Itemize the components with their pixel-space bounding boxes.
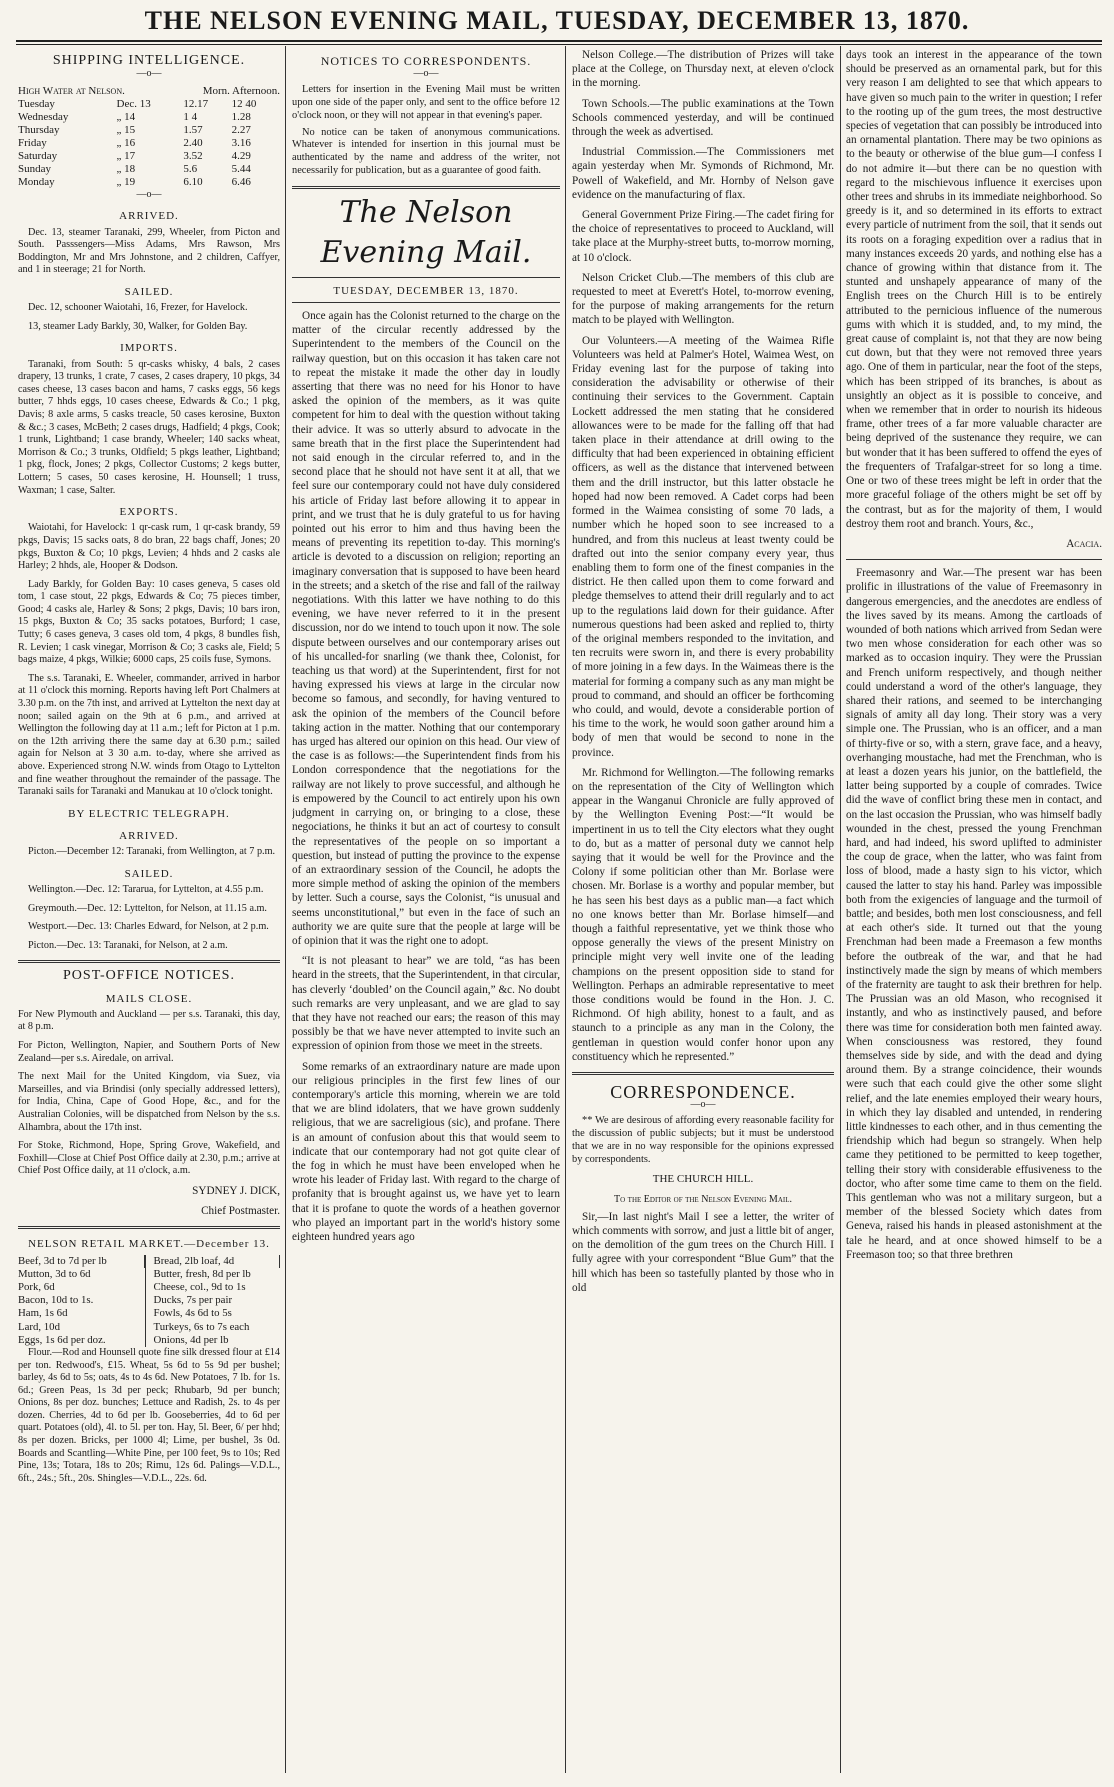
mail-notice: The next Mail for the United Kingdom, via Suez, via Marseilles, and via Brindisi (only specially addressed letters), for India, China, Cape of Good Hope, &c., and for the Australian Colonies, will be dispatched from Nelson by the s.s. Alhambra, about the 17th inst. — [18, 1071, 280, 1133]
list-item: Beef, 3d to 7d per lb — [18, 1255, 145, 1268]
section-rule — [18, 1226, 280, 1229]
table-row — [18, 150, 280, 163]
letter-body: days took an interest in the appearance of the town should be preserved as an ornamental park, but for this very reason I am delighted to see that which appears to have given so much pain to the writer in question; I refer to the rooting up of the gum trees, the most destructive species of vegetation that can possibly be introduced into an ornamental plantation. There may be two opinions as to the beauty or otherwise of the blue gum—I confess I do not admire it—but there can be no question with regard to the mischievous influence it exercises upon other trees and shrubs in its immediate neighborhood. So greedy is it, and so determined in its efforts to extract every particle of nutriment from the soil, that it sends out its roots on a foraging expedition over a radius that in many instances exceeds 20 yards, and nothing else has a chance of growing within that distance from it. The stunted and unshapely appearance of many of the English trees on the Church Hill is to be entirely attributed to the pernicious influence of the numerous gums with which it is studded, and, to my mind, the great cause of complaint is, not that they are now being cut down, but that they were not removed three years ago. One of them in particular, near the foot of the steps, which has been stripped of its branches, is about as unsightly an object as it is possible to conceive, and when we remember that in order to nourish its hideous frame, other trees of a far more valuable character are being deprived of the sustenance they require, we can but wonder that it has been suffered to offend the eyes of the frequenters of Trafalgar-street for so long a time. One or two of these trees might be left in order that the more graceful foliage of the others might be set off by the contrast, but as for the majority of them, I would destroy them root and branch. Yours, &c., — [846, 49, 1102, 530]
subhead-sailed: SAILED. — [124, 285, 174, 298]
subhead-exports: EXPORTS. — [119, 506, 179, 519]
tide-morn: 1 4 — [183, 111, 198, 124]
sailed-text: Dec. 12, schooner Waiotahi, 16, Frezer, for Havelock. — [28, 302, 248, 314]
tide-morn: 2.40 — [183, 137, 203, 150]
tide-morn: 1.57 — [183, 124, 203, 137]
postmaster-title: Chief Postmaster. — [201, 1205, 280, 1218]
correspondents-notice: Letters for insertion in the Evening Mail must be written upon one side of the paper only, and sent to the office before 12 o'clock noon, or they will not appear in that evening's paper. — [292, 84, 560, 121]
tide-day: Wednesday — [18, 111, 69, 124]
table-row — [18, 163, 280, 176]
market-col-right — [154, 1255, 281, 1347]
column-2 — [292, 48, 560, 1773]
tide-date: „ 17 — [116, 150, 136, 163]
tide-day: Tuesday — [18, 98, 55, 111]
column-rule — [285, 46, 286, 1773]
masthead-rule — [16, 40, 1102, 42]
tide-day: Saturday — [18, 150, 58, 163]
tide-date: Dec. 13 — [116, 98, 151, 111]
tide-aft: 5.44 — [231, 163, 251, 176]
telegraph-sailed: Wellington.—Dec. 12: Tararua, for Lyttelton, at 4.55 p.m. — [28, 883, 264, 895]
subhead-arrived: ARRIVED. — [119, 829, 179, 842]
table-row — [18, 111, 280, 124]
editorial-paragraph: Once again has the Colonist returned to the charge on the matter of the circular recently addressed by the Superintendent to the members of the Council on the railway question, but on this occasion it has taken care not to repeat the mistake it made the other day in loudly asserting that there was no need for his Honor to have asked the opinion of the members, as it was quite competent for him to deal with the question without taking their advice. It was so utterly absurd to advocate in the same breath that in the first place the Superintendent had not said enough in the circular referred to, and in the second place that he should not have sent it at all, that we feel sure our contemporary could not have duly considered his article of Friday last before allowing it to appear in print, and we trust that he is duly grateful to us for having pointed out his error to him and thus having been the means of preventing its repetition to-day. This morning's article is devoted to a discussion on religion; reporting an imaginary conversation that is supposed to have been heard in the streets; and a sketch of the rise and fall of the railway negotiations. With this latter we have nothing to do this evening, we have never referred to it in the present discussion, nor do we intend to touch upon it now. The sole dispute between ourselves and our contemporary arises out of his uncalled-for snarling (we thank thee, Colonist, for teaching us that word) at the Superintendent, first for not having expressed his views at large in the circular now become so famous, and secondly, for having ventured to ask the opinion of the members of the Council before taking action in the matter. Nothing that our contemporary has urged has altered our opinion on this head. Our view of the case is as follows:—the Superintendent finds from his London correspondence that the negotiations for the railway are not likely to prove successful, and although he is empowered by the Council to act entirely upon his own judgment in carrying on, or bringing to a close, these negociations, he thinks it but an act of courtesy to consult the representatives of the people on so important a question, but instead of putting the province to the expense of an extraordinary session of the Council, he adopts the more simple method of asking the opinion of the members by letter. Such a course, says the Colonist, “is unusual and seems unconstitutional,” but even in the face of such an authority we are quite sure that the people at large will be of opinion that it was the right one to adopt. — [292, 309, 560, 947]
divider: —o— — [413, 68, 439, 80]
editorial-dateline: TUESDAY, DECEMBER 13, 1870. — [292, 284, 560, 303]
section-title-telegraph: BY ELECTRIC TELEGRAPH. — [68, 807, 230, 820]
letter-body: Sir,—In last night's Mail I see a letter, the writer of which comments with sorrow, and just a little bit of anger, on the demolition of the gum trees on the Church Hill. I fully agree with your correspondent “Blue Gum” that the hill which has been so tastefully planted by those who in old — [572, 1210, 834, 1294]
tide-day: Thursday — [18, 124, 60, 137]
freemasonry-article: Freemasonry and War.—The present war has been prolific in illustrations of the value of Freemasonry in dangerous emergencies, and the anecdotes are endless of the lives saved by its means. Among the cartloads of wounded of both nations which arrived from Sedan were two men whose consideration for each other was so marked as to occasion inquiry. They were the Prussian and French uniform respectively, and though neither could understand a word of the other's language, they shared their rations, and seemed to be interchanging signals of amity all day long. Their story was a very simple one. The Prussian, who is an officer, and a man of thirty-five or so, with a stern, grave face, and a heavy, overhanging moustache, had met the Frenchman, who is at least a dozen years his junior, on the battlefield, the latter being supported by a couple of comrades. Twice did the wave of conflict bring these men in contact, and on the last occasion the Prussian, who was himself badly wounded in the chest, pressed the young Frenchman hard, and had indeed, his sword uplifted to administer the coup de grace, when the latter, who was faint from loss of blood, made a hasty sign to his victor, which caused the latter to stay his hand. Parley was impossible both from the exigencies of language and the turmoil of battle; and besides, both men lost consciousness, and fell at each other's side. It turned out that the young Frenchman had been made a Freemason a few months before the outbreak of the war, and that he had instinctively made the sign by means of which members of the fraternity are taught to ask their brethren for help. The Prussian was an old Mason, who recognised it instantly, and who as instinctively paused, and before there was time for consideration both men fainted away. When consciousness was restored, they found themselves side by side, and with the dead and dying around them. By a strange coincidence, their wounds were such that each could give the other some slight relief, and the late enemies employed their weary hours, in which they lay disabled and untended, in rendering little kindnesses to each other, and in thus cementing the friendship which had begun so strangely. When help came they petitioned to be permitted to keep together, telling their story with considerable effusiveness to the doctor, who after some time came to them on the field. This gentleman who was not a military surgeon, but a member of the blessed Society which dates from Geneva, raised his hands in pleased astonishment at the tale he heard, and at once showed himself to be a Freemason too; so that three brethren — [846, 567, 1102, 1261]
column-3 — [572, 48, 834, 1773]
telegraph-sailed: Westport.—Dec. 13: Charles Edward, for Nelson, at 2 p.m. — [28, 921, 269, 933]
local-news-item: Our Volunteers.—A meeting of the Waimea Rifle Volunteers was held at Palmer's Hotel, Waimea West, on Friday evening last for the purpose of taking into consideration the advisability or otherwise of their continuing their services to the Government. Captain Lockett addressed the men stating that he considered allowances were to be made for the falling off that had taken place in their attendance at drill owing to the difficulty that had been experienced in obtaining efficient officers, as well as the distance that intervened between them and the drill instructor, but this latter obstacle he hoped had now been removed. A Cadet corps had been formed in the Waimea consisting of some 70 lads, a number which he hoped soon to see increased to a hundred, and from this nucleus at least twenty could be drafted out into the senior company every year, thus enabling them to form one of the finest companies in the district. He then called upon them to come forward and pledge themselves to attend their drill regularly and to act up to the regulations laid down for their guidance. After numerous questions had been asked and replied to, thirty of the original members responded to the invitation, and ten recruits were sworn in, and there is every probability of more joining in a few days. In the Waimeas there is the material for forming a company such as any man might be proud to command, and should an officer be forthcoming who could, and would, devote a considerable portion of his time to the work, he would soon gather around him a body of men that would be second to none in the province. — [572, 334, 834, 759]
mail-notice: For Stoke, Richmond, Hope, Spring Grove, Wakefield, and Foxhill—Close at Chief Post Office daily at 2.30, p.m.; arrive at Chief Post Office daily, at 11 o'clock, a.m. — [18, 1140, 280, 1177]
local-news-item: General Government Prize Firing.—The cadet firing for the choice of representatives to proceed to Auckland, will take place at the Murphy-street butts, to-morrow morning, at 10 o'clock. — [572, 209, 834, 264]
tide-date: „ 19 — [116, 176, 136, 189]
imports-text: Taranaki, from South: 5 qr-casks whisky, 4 bals, 2 cases drapery, 13 trunks, 1 crate, 7 cases, 2 cases drapery, 10 pkgs, 34 cases cheese, 13 cases bacon and hams, 7 casks eggs, 56 kegs butter, 7 hhds eggs, 10 cases cheese, Edwards & Co.; 1 pkg, Davis; 8 axle arms, 5 casks treacle, 50 cases kerosine, Buxton & &c.; 3 cases, McBeth; 2 cases drugs, Hadfield; 4 pkgs, Cook; 1 trunk, Lightband; 1 case brandy, Wheeler; 140 sacks wheat, Morrison & Co.; 3 trunks, Oldfield; 5 pkgs leather, Lightband; 1 pkg, flock, Jones; 2 pkgs, Collector Customs; 2 kegs butter, Lottern; 5 cases, 50 cases kerosine, H. Hounsell; 1 truss, Waxman; 1 case, Salter. — [18, 358, 280, 496]
market-text: Flour.—Rod and Hounsell quote fine silk dressed flour at £14 per ton. Redwood's, £15. Wheat, 5s 6d to 5s 9d per bushel; barley, 4s 6d to 5s; oats, 4s to 4s 6d. New Potatoes, 7 lb. for 1s. 6d.; Green Peas, 1s 3d per peck; Rhubarb, 9d per bunch; Onions, 8s per doz. bunches; Lettuce and Radish, 2s. to 4s per dozen. Cherries, 4d to 6d per lb. Gooseberries, 4d to 6d per quart. Potatoes (old), 4l. to 5l. per ton. Hay, 5l. Beer, 6/ per hhd; 8s per dozen. Bricks, per 1000 4l; Lime, per bushel, 3s 0d. Boards and Scantling—White Pine, per 100 feet, 9s to 10s; Red Pine, 13s; Totara, 18s to 20s; Rimu, 12s 6d. Palings—V.D.L., 6ft., 24s.; 5ft., 20s. Shingles—V.D.L., 22s. 6d. — [18, 1346, 280, 1484]
section-title-post-office: POST-OFFICE NOTICES. — [63, 968, 235, 984]
subhead-arrived: ARRIVED. — [119, 210, 179, 223]
tide-date: „ 14 — [116, 111, 136, 124]
tide-aft: 12 40 — [231, 98, 257, 111]
table-row — [18, 176, 280, 189]
local-news-item: Nelson College.—The distribution of Prizes will take place at the College, on Thursday next, at eleven o'clock in the morning. — [572, 49, 834, 90]
telegraph-arrived: Picton.—December 12: Taranaki, from Wellington, at 7 p.m. — [28, 846, 276, 858]
tide-aft: 2.27 — [231, 124, 251, 137]
list-item: Mutton, 3d to 6d — [18, 1267, 91, 1280]
tide-morn: 3.52 — [183, 150, 203, 163]
list-item: Butter, fresh, 8d per lb — [153, 1267, 251, 1280]
list-item: Cheese, col., 9d to 1s — [153, 1280, 246, 1293]
tide-morn: 6.10 — [183, 176, 203, 189]
telegraph-sailed: Picton.—Dec. 13: Taranaki, for Nelson, at 2 a.m. — [28, 939, 228, 951]
tide-aft: 4.29 — [231, 150, 251, 163]
table-row — [18, 137, 280, 150]
masthead-rule-thin — [16, 44, 1102, 45]
list-item: Fowls, 4s 6d to 5s — [153, 1307, 232, 1320]
tide-day: Sunday — [18, 163, 51, 176]
divider: —o— — [136, 68, 162, 80]
section-title-notices: NOTICES TO CORRESPONDENTS. — [320, 54, 532, 68]
column-rule — [565, 46, 566, 1773]
newspaper-nameplate: The Nelson Evening Mail. — [292, 186, 560, 278]
editorial-paragraph: Some remarks of an extraordinary nature are made upon our religious principles in the first few lines of our contemporary's article this morning, wherein we are told that we are blind idolaters, that we have grown suddenly religious, that we are sacreligious (sic), and profane. There is an amount of confusion about this that would seem to indicate that our contemporary had not got quite clear of the fog in which he must have been enveloped when he wrote his leader of Friday last. With regard to the charge of profanity that is brought against us, we have yet to learn that it is profane to quote the words of a heathen governor who played an important part in the world's history some eighteen hundred years ago — [292, 1060, 560, 1243]
section-rule — [572, 1072, 834, 1075]
list-item: Ham, 1s 6d — [18, 1307, 68, 1320]
sailed-text: 13, steamer Lady Barkly, 30, Walker, for Golden Bay. — [28, 320, 248, 332]
tide-date: „ 15 — [116, 124, 136, 137]
section-title-correspondence: CORRESPONDENCE. — [610, 1082, 796, 1103]
exports-text: Lady Barkly, for Golden Bay: 10 cases geneva, 5 cases old tom, 1 case stout, 22 pkgs, Edwards & Co; 75 pieces timber, Good; 4 casks ale, Harley & Sons; 2 pkgs, Davis; 10 bars iron, 15 pkgs, Buxton & Co; 35 sacks potatoes, Burford; 1 case, Tutty; 6 cases geneva, 3 cases old tom, 4 pkgs, 8 bundles fish, R. Levien; 1 cask vinegar, Morrison & Co; 3 casks ale, Field; 5 bags maize, 4 pkgs, Wilkie; 6000 caps, 25 coils fuse, Symons. — [18, 578, 280, 666]
list-item: Eggs, 1s 6d per doz. — [18, 1333, 106, 1346]
correspondents-notice: No notice can be taken of anonymous communications. Whatever is intended for insertion in this journal must be authenticated by the name and address of the writer, not necessarily for publication, but as a guarantee of good faith. — [292, 126, 560, 176]
local-news-item: Mr. Richmond for Wellington.—The following remarks on the representation of the City of Wellington which appear in the Wanganui Chronicle are fully approved of by the Wellington Evening Post:—“It would be impertinent in us to tell the City electors what they ought to do, but as a matter of personal duty we cannot help saying that it would be well for the Province and the Colony if some politician other than Mr. Borlase were chosen. Mr. Borlase is a worthy and popular member, but he has seen his best days as a public man—a fact which no one knows better than Mr. Borlase himself—and though a faithful representative, yet we think those who oppose generally the views of the present Ministry on principle might very well invite one of the leading champions on the present opposition side to stand for Wellington. Perhaps an admirable representative to meet those conditions would be found in the Hon. J. C. Richmond. Of high ability, honest to a fault, and as staunch to a principle as any man in the Colony, the gentleman in question would confer honor upon any constituency which he represented.” — [572, 766, 834, 1063]
subhead-mails: MAILS CLOSE. — [105, 992, 193, 1005]
list-item: Bread, 2lb loaf, 4d — [154, 1255, 281, 1268]
market-col-left — [18, 1255, 146, 1347]
letter-signature: Acacia. — [1066, 537, 1102, 550]
list-item: Bacon, 10d to 1s. — [18, 1294, 94, 1307]
tide-day: Monday — [18, 176, 55, 189]
tide-aft: 3.16 — [231, 137, 251, 150]
section-rule — [18, 960, 280, 963]
taranaki-report: The s.s. Taranaki, E. Wheeler, commander, arrived in harbor at 11 o'clock this morning. Reports having left Port Chalmers at 3.30 p.m. on the 7th inst, and arrived at Lyttelton the next day at noon; sailed again on the 9th at 6 p.m., and arrived at Wellington the following day at 11 a.m.; left for Picton at 1 p.m. on the 12th arriving there the same day at 6.30 p.m.; sailed again for Nelson at 3 30 a.m. to-day, where she arrived as above. Experienced strong N.W. winds from Otago to Lyttelton and fine weather throughout the remainder of the passage. The Taranaki sails for Taranaki and Manukau at 10 o'clock tonight. — [18, 672, 280, 798]
list-item: Pork, 6d — [18, 1280, 55, 1293]
divider: —o— — [690, 1099, 716, 1111]
tide-morn: 12.17 — [183, 98, 209, 111]
mail-notice: For Picton, Wellington, Napier, and Southern Ports of New Zealand—per s.s. Airedale, on arrival. — [18, 1039, 280, 1064]
letter-title: THE CHURCH HILL. — [652, 1173, 754, 1186]
list-item: Lard, 10d — [18, 1320, 60, 1333]
column-4 — [846, 48, 1102, 1773]
subhead-sailed: SAILED. — [124, 867, 174, 880]
list-item: Onions, 4d per lb — [153, 1333, 229, 1346]
tide-date: „ 18 — [116, 163, 136, 176]
local-news-item: Nelson Cricket Club.—The members of this club are requested to meet at Everett's Hotel, to-morrow evening, for the purpose of making arrangements for the return match to be played with Wellington. — [572, 271, 834, 327]
letter-salutation-line: To the Editor of the Nelson Evening Mail. — [614, 1193, 792, 1205]
tide-aft: 1.28 — [231, 111, 251, 124]
subhead-imports: IMPORTS. — [120, 342, 178, 355]
mail-notice: For New Plymouth and Auckland — per s.s. Taranaki, this day, at 8 p.m. — [18, 1008, 280, 1033]
tide-aft: 6.46 — [231, 176, 251, 189]
local-news-item: Industrial Commission.—The Commissioners met again yesterday when Mr. Symonds of Richmond, Mr. Powell of Wakefield, and Mr. Hornby of Nelson gave evidence on the manufacturing of flax. — [572, 146, 834, 201]
divider: —o— — [136, 189, 162, 201]
list-item: Ducks, 7s per pair — [153, 1294, 233, 1307]
column-1 — [18, 48, 280, 1773]
table-row — [18, 98, 280, 111]
market-prices — [18, 1255, 280, 1347]
local-news-item: Town Schools.—The public examinations at the Town Schools commenced yesterday, and will be continued through the week as advertised. — [572, 97, 834, 139]
tide-header-left: High Water at Nelson. — [18, 85, 125, 98]
tide-day: Friday — [18, 137, 47, 150]
list-item: Turkeys, 6s to 7s each — [153, 1320, 250, 1333]
postmaster-name: SYDNEY J. DICK, — [192, 1184, 280, 1197]
section-title-market: NELSON RETAIL MARKET.—December 13. — [28, 1238, 270, 1251]
section-rule — [846, 559, 1102, 560]
tide-header — [18, 84, 280, 98]
exports-text: Waiotahi, for Havelock: 1 qr-cask rum, 1 qr-cask brandy, 59 pkgs, Davis; 15 sacks oats, 8 do bran, 22 bags chaff, Jones; 20 pkgs, Buxton & Co; 10 pkgs, Levien; 4 hhds and 2 casks ale Harley; 2 hhds, ale, Hooper & Dodson. — [18, 522, 280, 572]
tide-date: „ 16 — [116, 137, 136, 150]
section-title-shipping: SHIPPING INTELLIGENCE. — [52, 53, 246, 68]
tide-header-right: Morn. Afternoon. — [202, 85, 280, 98]
table-row — [18, 124, 280, 137]
correspondence-disclaimer: ** We are desirous of affording every reasonable facility for the discussion of public subjects; but it must be understood that we are in no way responsible for the opinions expressed by correspondents. — [572, 1115, 834, 1165]
telegraph-sailed: Greymouth.—Dec. 12: Lyttelton, for Nelson, at 11.15 a.m. — [28, 902, 267, 914]
tide-morn: 5.6 — [183, 163, 198, 176]
tide-table — [18, 98, 280, 189]
column-rule — [840, 46, 841, 1773]
masthead: THE NELSON EVENING MAIL, TUESDAY, DECEMBER 13, 1870. — [144, 6, 970, 35]
editorial-paragraph: “It is not pleasant to hear” we are told, “as has been heard in the streets, that the Superintendent, in that circular, has cleverly ‘doubled’ on the Council again,” &c. No doubt such remarks are very unpleasant, and we are glad to say that they have not reached our ears; the reason of this may possibly be that we have never attempted to invite such an expression of opinion from those we meet in the streets. — [292, 955, 560, 1053]
arrived-text: Dec. 13, steamer Taranaki, 299, Wheeler, from Picton and South. Passsengers—Miss Adams, Mrs Rawson, Mrs Boddington, Mr and Mrs Johnstone, and 2 children, Caffyer, and 1 in steerage; 21 for North. — [18, 226, 280, 276]
